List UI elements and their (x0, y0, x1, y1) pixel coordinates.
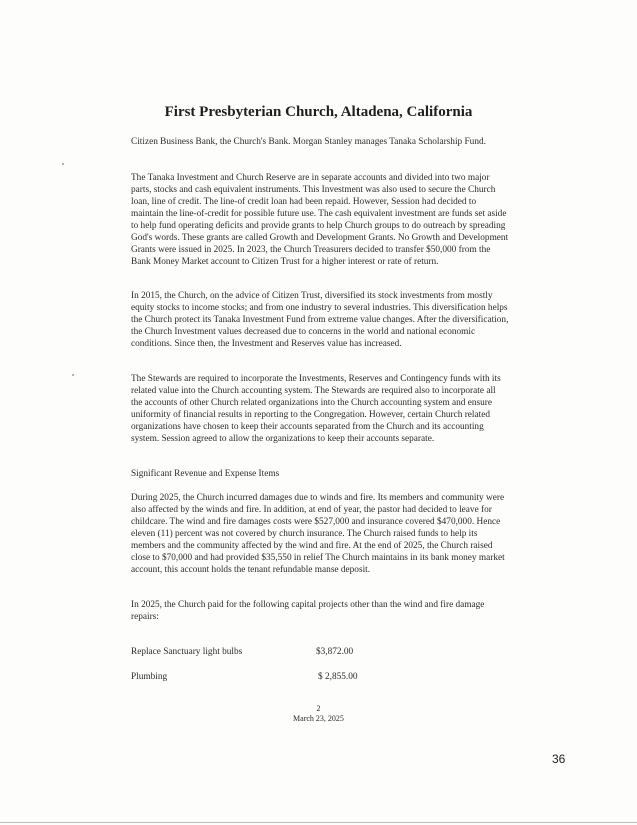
capital-project-label: Replace Sanctuary light bulbs (131, 647, 243, 657)
footer-date: March 23, 2025 (293, 714, 344, 723)
paragraph-bank-info: Citizen Business Bank, the Church's Bank. Morgan Stanley manages Tanaka Scholarship Fund. (131, 137, 486, 147)
scan-edge-line (0, 822, 637, 823)
paragraph-capital-projects: In 2025, the Church paid for the following capital projects other than the wind and fire damage repairs: (131, 600, 485, 623)
scan-speck (62, 163, 64, 165)
capital-project-label: Plumbing (131, 672, 168, 682)
section-heading-revenue-expense: Significant Revenue and Expense Items (131, 469, 280, 479)
footer-page-number: 2 (316, 704, 321, 713)
paragraph-diversification: In 2015, the Church, on the advice of Citizen Trust, diversified its stock investments from mostly equity stocks to income stocks; and from one industry to several industries. This diversification helps the Church protect its Tanaka Investment Fund from extreme value changes. After the diversification, the Church Investment values decreased due to concerns in the world and national economic conditions. Since then, the Investment and Reserves value has increased. (131, 291, 509, 350)
document-title: First Presbyterian Church, Altadena, California (164, 104, 473, 120)
corner-page-number: 36 (552, 752, 566, 766)
paragraph-stewards: The Stewards are required to incorporate the Investments, Reserves and Contingency funds with its related value into the Church accounting system. The Stewards are required also to incorporate all the accounts of other Church related organizations into the Church accounting system and ensure uniformity of financial results in reporting to the Congregation. However, certain Church related organizations have chosen to keep their accounts separated from the Church and its accounting system. Session agreed to allow the organizations to keep their accounts separate. (131, 374, 501, 445)
capital-project-amount: $3,872.00 (316, 647, 354, 657)
paragraph-wind-fire-damages: During 2025, the Church incurred damages due to winds and fire. Its members and community were also affected by the winds and fire. In addition, at end of year, the pastor had decided to leave for childcare. The wind and fire damages costs were $527,000 and insurance covered $470,000. Hence eleven (11) percent was not covered by church insurance. The Church raised funds to help its members and the community affected by the wind and fire. At the end of 2025, the Church raised close to $70,000 and had provided $35,550 in relief The Church maintains in its bank money market account, this account holds the tenant refundable manse deposit. (131, 493, 505, 576)
capital-project-amount: $ 2,855.00 (318, 672, 358, 682)
scan-speck (72, 374, 74, 376)
paragraph-tanaka-investment: The Tanaka Investment and Church Reserve are in separate accounts and divided into two major parts, stocks and cash equivalent instruments. This Investment was also used to secure the Church loan, line of credit. The line-of credit loan had been repaid. However, Session had decided to maintain the line-of-credit for possible future use. The cash equivalent investment are funds set aside to help fund operating deficits and provide grants to help Church groups to do outreach by spreading God's words. These grants are called Growth and Development Grants. No Growth and Development Grants were issued in 2025. In 2023, the Church Treasurers decided to transfer $50,000 from the Bank Money Market account to Citizen Trust for a higher interest or rate of return. (131, 173, 509, 268)
